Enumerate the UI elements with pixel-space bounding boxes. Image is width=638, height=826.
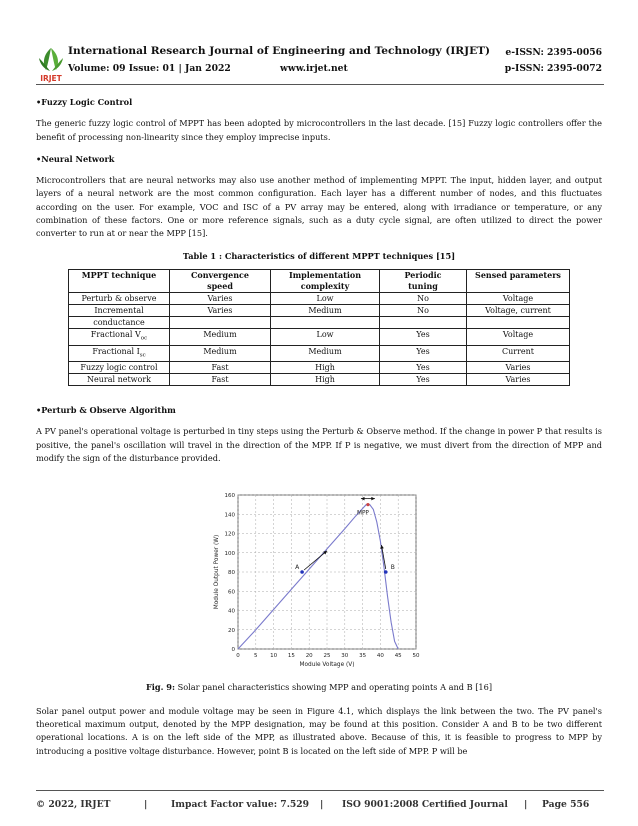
y-tick-label: 100 <box>224 551 235 558</box>
mpp-marker <box>366 503 369 506</box>
journal-website: www.irjet.net <box>280 63 348 74</box>
x-axis-label: Module Voltage (V) <box>299 662 355 669</box>
journal-title: International Research Journal of Engineering and Technology (IRJET) <box>68 45 491 57</box>
table-caption: Table 1 : Characteristics of different MPPT techniques [15] <box>182 250 456 261</box>
table-row: Incremental Varies Medium No Voltage, current <box>69 304 570 316</box>
point-b-label: B <box>390 564 395 572</box>
x-tick-label: 25 <box>323 653 331 660</box>
y-tick-label: 60 <box>228 589 235 596</box>
e-issn: e-ISSN: 2395-0056 <box>505 47 602 58</box>
y-tick-label: 20 <box>228 628 235 635</box>
header-rule <box>36 84 604 85</box>
y-tick-label: 140 <box>224 512 235 519</box>
x-tick-label: 30 <box>341 653 349 660</box>
y-tick-label: 40 <box>228 608 235 615</box>
pv-curve-line <box>238 505 398 649</box>
x-tick-label: 15 <box>287 653 295 660</box>
pv-chart <box>208 487 428 677</box>
final-paragraph: Solar panel output power and module voltage may be seen in Figure 4.1, which displays the link between the two. The PV panel's theoretical maximum output, denoted by the MPP designation, may be found at this position. Consider A and B to be two different operational locations. A is on the left side of the MPP, as illustrated above. Because of this, it is feasible to progress to MPP by introducing a positive voltage disturbance. However, point B is located on the left side of MPP. P will be <box>36 705 602 756</box>
table-row: Neural network Fast High Yes Varies <box>69 374 570 386</box>
mpp-arrow-right-head <box>371 497 375 501</box>
po-paragraph: A PV panel's operational voltage is perturbed in tiny steps using the Perturb & Observe method. If the change in power P that results is positive, the panel's oscillation will travel in the direction of the MPP. If P is negative, we must divert from the direction of MPP and modify the sign of the disturbance provided. <box>36 426 602 464</box>
footer-rule <box>36 790 604 791</box>
table-row: Fuzzy logic control Fast High Yes Varies <box>69 362 570 374</box>
x-tick-label: 50 <box>412 653 420 660</box>
table-row: Perturb & observe Varies Low No Voltage <box>69 292 570 304</box>
neural-paragraph: Microcontrollers that are neural networks may also use another method of implementing MPPT. The input, hidden layer, and output layers of a neural network are the most common configuration. Each layer has a different number of nodes, and this fluctuates according on the user. For example, VOC and ISC of a PV array may be entered, along with irradiance or temperature, or any combination of these factors. One or more reference signals, such as a duty cycle signal, are often utilized to direct the power converter to run at or near the MPP [15]. <box>36 175 602 239</box>
x-tick-label: 45 <box>394 653 402 660</box>
p-issn: p-ISSN: 2395-0072 <box>504 63 602 74</box>
footer-copyright: © 2022, IRJET <box>36 799 111 810</box>
mpp-label: MPP <box>356 510 369 517</box>
x-tick-label: 10 <box>270 653 278 660</box>
footer-page: Page 556 <box>542 799 590 810</box>
pv-figure <box>208 487 428 677</box>
point-a-label: A <box>295 564 300 572</box>
x-tick-label: 5 <box>254 653 258 660</box>
volume-issue: Volume: 09 Issue: 01 | Jan 2022 <box>68 63 231 74</box>
x-tick-label: 40 <box>376 653 384 660</box>
mppt-table <box>68 269 570 386</box>
table-row: Fractional $V_{oc}$ Medium Low Yes Voltage <box>69 328 570 345</box>
irjet-logo-icon <box>36 44 66 84</box>
footer-separator: | <box>320 799 324 810</box>
po-heading: •Perturb & Observe Algorithm <box>36 405 176 416</box>
x-tick-label: 0 <box>236 653 240 660</box>
y-tick-label: 80 <box>228 570 235 577</box>
y-axis-label: Module Output Power (W) <box>214 535 220 610</box>
table-row: Fractional $I_{sc}$ Medium Medium Yes Current <box>69 345 570 362</box>
table-row: conductance <box>69 316 570 328</box>
arrow-a-to-mpp <box>304 551 327 570</box>
x-tick-label: 35 <box>359 653 367 660</box>
table-header-row <box>69 269 570 292</box>
article-body <box>36 96 602 767</box>
y-tick-label: 0 <box>231 647 235 654</box>
y-tick-label: 160 <box>224 493 235 500</box>
neural-heading: •Neural Network <box>36 153 115 164</box>
journal-header <box>36 44 604 84</box>
fuzzy-heading: •Fuzzy Logic Control <box>36 97 133 107</box>
point-b-marker <box>384 571 388 575</box>
figure-caption: Fig. 9: Solar panel characteristics showing MPP and operating points A and B [16] <box>145 682 493 693</box>
footer-impact: Impact Factor value: 7.529 <box>171 799 310 810</box>
col-periodic-tuning: Periodic tuning <box>380 269 467 292</box>
col-implementation-complexity: Implementation complexity <box>271 269 380 292</box>
footer-iso: ISO 9001:2008 Certified Journal <box>342 799 508 810</box>
col-convergence-speed: Convergence speed <box>170 269 271 292</box>
footer-separator: | <box>144 799 148 810</box>
col-mppt-technique: MPPT technique <box>69 269 170 292</box>
fuzzy-paragraph: The generic fuzzy logic control of MPPT has been adopted by microcontrollers in the last decade. [15] Fuzzy logic controllers offer the benefit of processing non-linearity since they employ imprecise inputs. <box>36 118 602 142</box>
y-tick-label: 120 <box>224 531 235 538</box>
col-sensed-parameters: Sensed parameters <box>467 269 570 292</box>
x-tick-label: 20 <box>305 653 313 660</box>
point-a-marker <box>300 571 304 575</box>
footer-separator: | <box>524 799 528 810</box>
logo-text: IRJET <box>40 74 62 83</box>
